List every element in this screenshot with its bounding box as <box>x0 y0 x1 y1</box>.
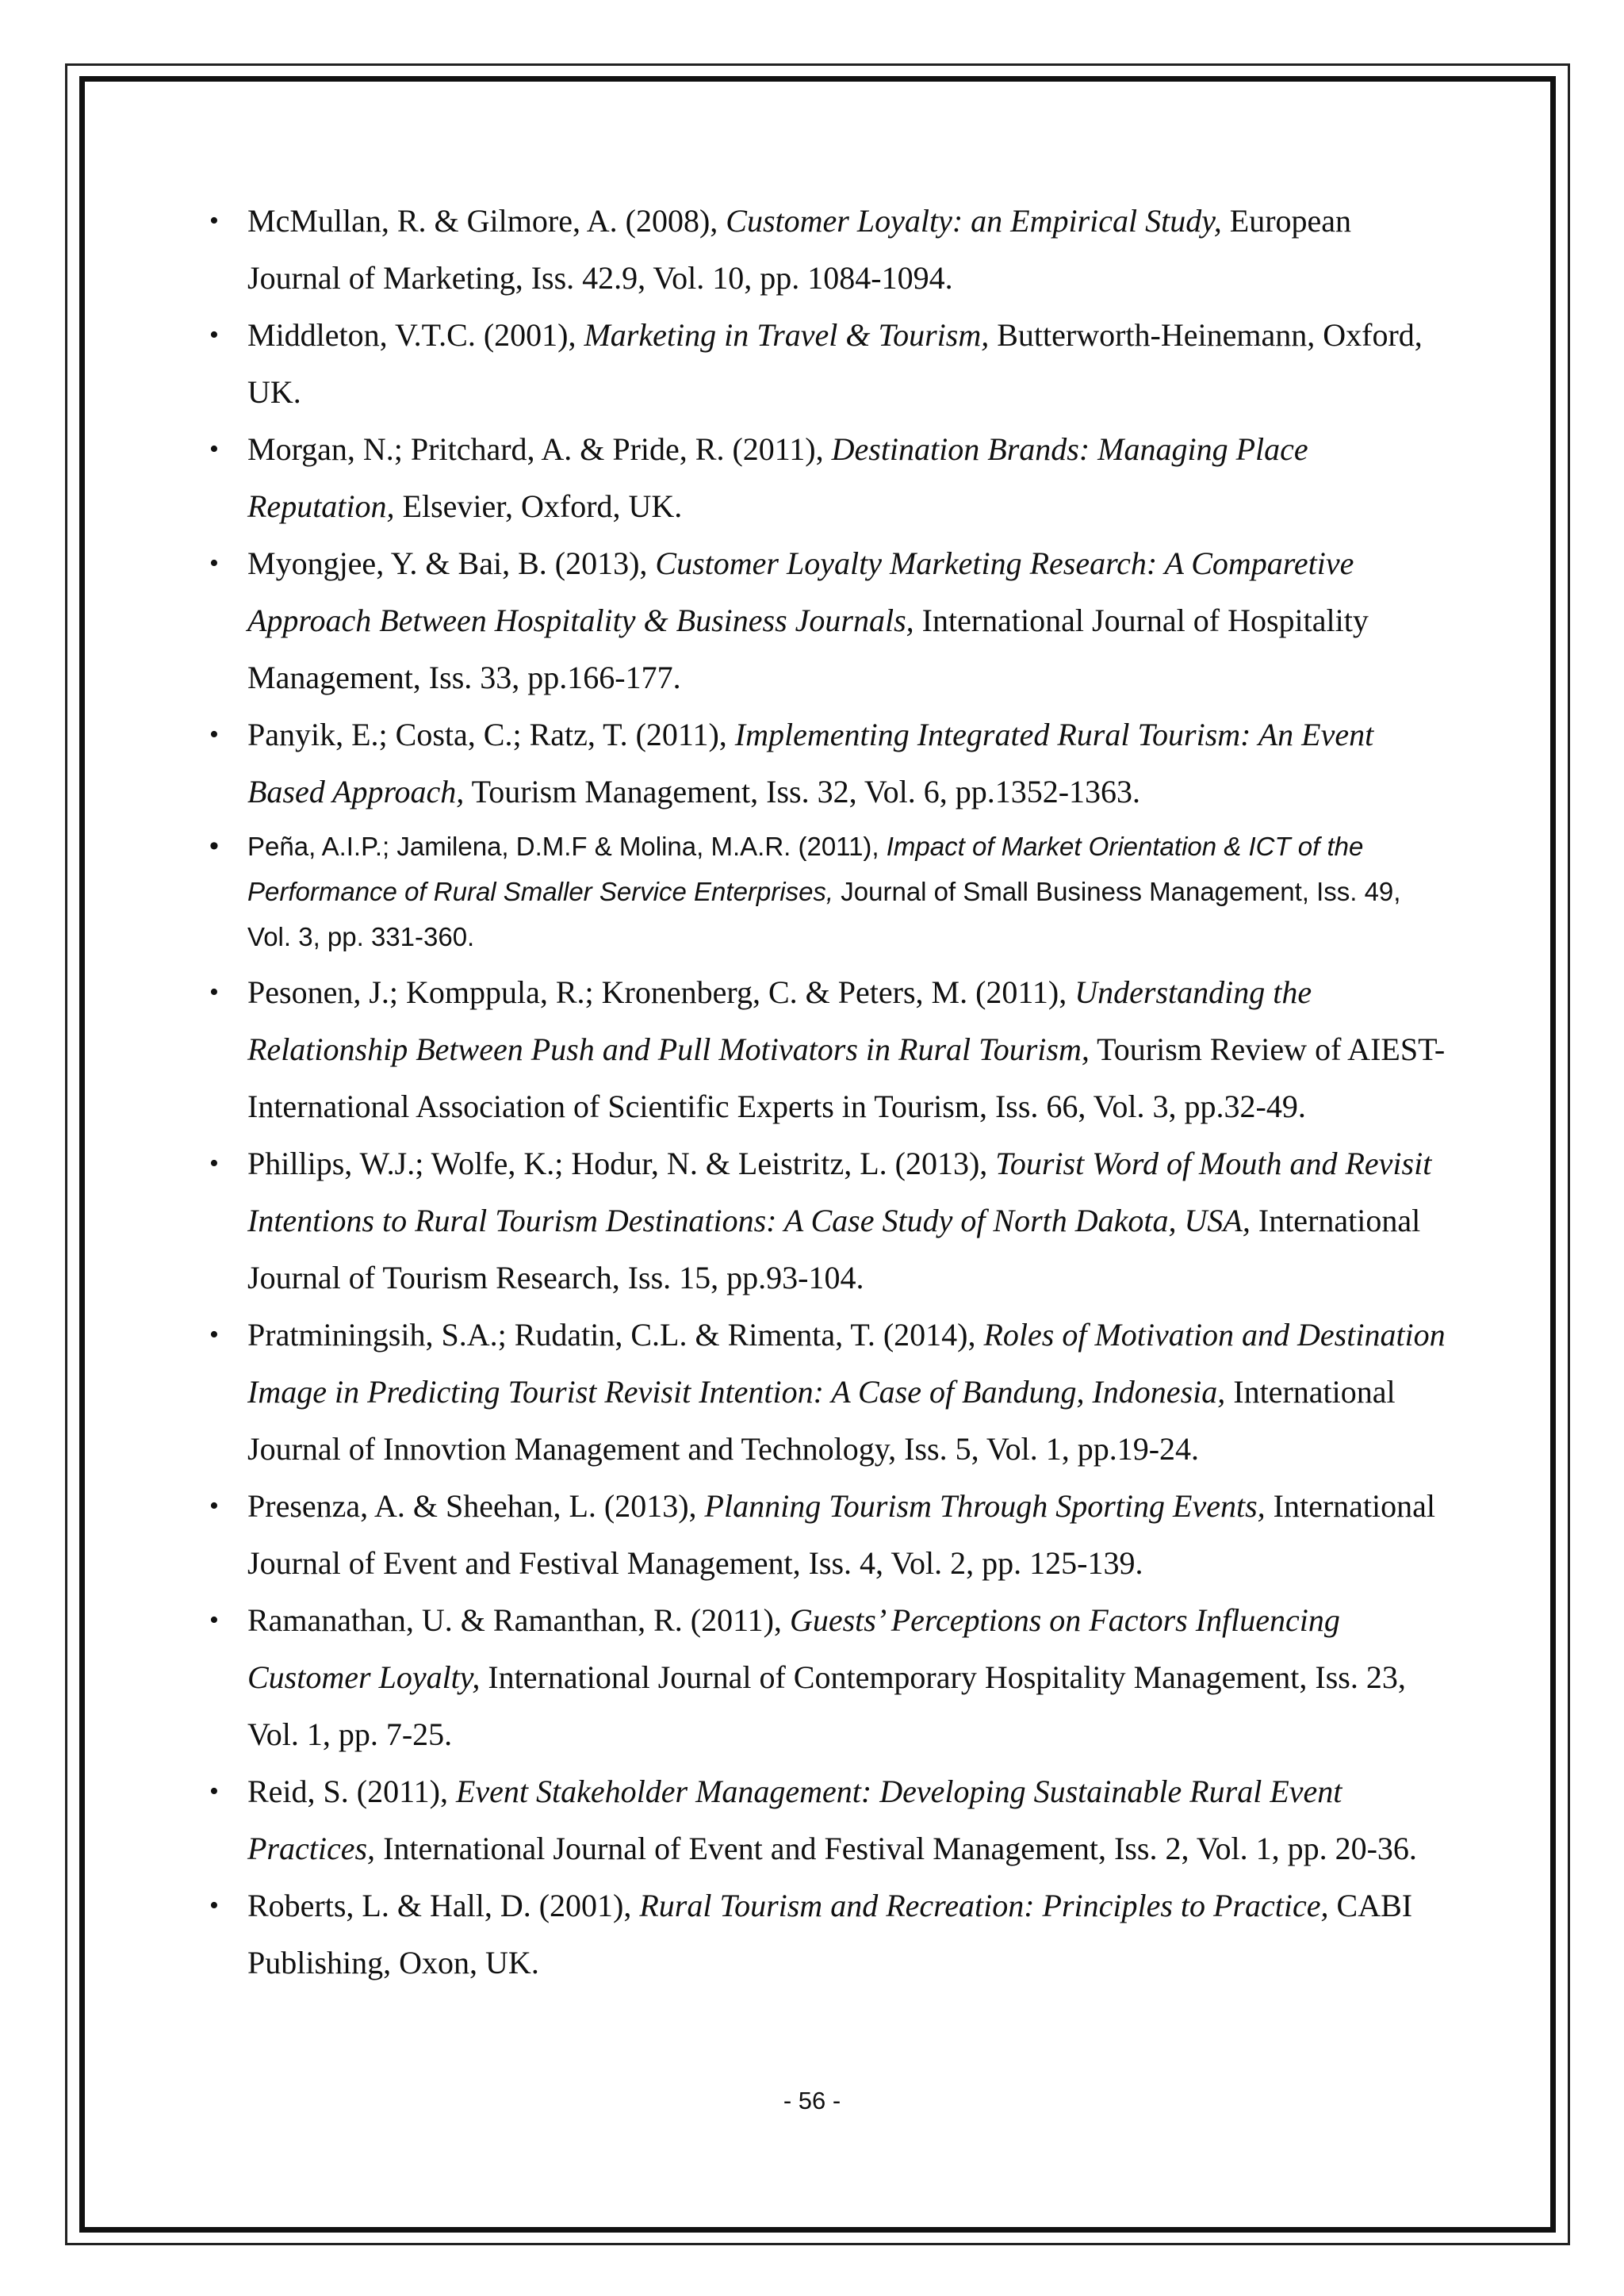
reference-authors: Morgan, N.; Pritchard, A. & Pride, R. (2011), <box>247 431 832 467</box>
reference-source: Butterworth-Heinemann, Oxford, UK. <box>247 317 1423 410</box>
reference-title: Implementing Integrated Rural Tourism: An Event Based Approach, <box>247 717 1374 809</box>
reference-title: Rural Tourism and Recreation: Principles to Practice, <box>639 1888 1329 1923</box>
reference-item <box>209 307 1451 421</box>
reference-source: Tourism Management, Iss. 32, Vol. 6, pp.1352-1363. <box>464 774 1141 809</box>
reference-source: Tourism Review of AIEST- International Association of Scientific Experts in Tourism, Iss. 66, Vol. 3, pp.32-49. <box>247 1031 1446 1124</box>
reference-title: Customer Loyalty: an Empirical Study, <box>726 203 1222 239</box>
reference-title: Roles of Motivation and Destination Image in Predicting Tourist Revisit Intention: A Case of Bandung, Indonesia, <box>247 1317 1446 1410</box>
reference-authors: Peña, A.I.P.; Jamilena, D.M.F & Molina, M.A.R. (2011), <box>247 832 887 861</box>
reference-item <box>209 1307 1451 1478</box>
reference-source: CABI Publishing, Oxon, UK. <box>247 1888 1413 1980</box>
reference-authors: McMullan, R. & Gilmore, A. (2008), <box>247 203 726 239</box>
bullet-icon: • <box>209 720 219 749</box>
reference-source: International Journal of Event and Festival Management, Iss. 2, Vol. 1, pp. 20-36. <box>375 1831 1417 1866</box>
reference-item <box>209 964 1451 1135</box>
bullet-icon: • <box>209 549 219 578</box>
reference-item <box>209 706 1451 821</box>
bullet-icon: • <box>209 206 219 235</box>
bullet-icon: • <box>209 831 219 861</box>
bullet-icon: • <box>209 1777 219 1806</box>
reference-source: International Journal of Event and Festival Management, Iss. 4, Vol. 2, pp. 125-139. <box>247 1488 1435 1581</box>
reference-source: International Journal of Contemporary Hospitality Management, Iss. 23, Vol. 1, pp. 7-25. <box>247 1659 1406 1752</box>
reference-authors: Reid, S. (2011), <box>247 1774 456 1809</box>
bullet-icon: • <box>209 1891 219 1920</box>
reference-source: International Journal of Hospitality Management, Iss. 33, pp.166-177. <box>247 603 1369 695</box>
bullet-icon: • <box>209 978 219 1007</box>
reference-item <box>209 421 1451 535</box>
bullet-icon: • <box>209 1491 219 1521</box>
reference-source: European Journal of Marketing, Iss. 42.9, Vol. 10, pp. 1084-1094. <box>247 203 1352 296</box>
reference-title: Impact of Market Orientation & ICT of the Performance of Rural Smaller Service Enterprises, <box>247 832 1364 906</box>
reference-authors: Roberts, L. & Hall, D. (2001), <box>247 1888 640 1923</box>
reference-authors: Presenza, A. & Sheehan, L. (2013), <box>247 1488 705 1524</box>
reference-authors: Myongjee, Y. & Bai, B. (2013), <box>247 545 656 581</box>
reference-source: Elsevier, Oxford, UK. <box>394 488 683 524</box>
reference-title: Guests’ Perceptions on Factors Influencing Customer Loyalty, <box>247 1602 1340 1695</box>
reference-title: Customer Loyalty Marketing Research: A Comparetive Approach Between Hospitality & Business Journals, <box>247 545 1354 638</box>
reference-item <box>209 535 1451 706</box>
reference-source: International Journal of Innovtion Management and Technology, Iss. 5, Vol. 1, pp.19-24. <box>247 1374 1396 1467</box>
reference-title: Marketing in Travel & Tourism, <box>584 317 990 353</box>
reference-authors: Pratminingsih, S.A.; Rudatin, C.L. & Rimenta, T. (2014), <box>247 1317 984 1353</box>
bullet-icon: • <box>209 320 219 350</box>
reference-item <box>209 1478 1451 1592</box>
reference-item <box>209 193 1451 307</box>
reference-item <box>209 1135 1451 1307</box>
page-number: - 56 - <box>783 2087 841 2114</box>
reference-authors: Phillips, W.J.; Wolfe, K.; Hodur, N. & Leistritz, L. (2013), <box>247 1146 996 1181</box>
reference-title: Destination Brands: Managing Place Reputation, <box>247 431 1308 524</box>
reference-list <box>209 193 1451 1992</box>
reference-authors: Pesonen, J.; Komppula, R.; Kronenberg, C. & Peters, M. (2011), <box>247 974 1075 1010</box>
bullet-icon: • <box>209 1149 219 1178</box>
reference-source: Journal of Small Business Management, Iss. 49, Vol. 3, pp. 331-360. <box>247 877 1401 951</box>
reference-item <box>209 1763 1451 1877</box>
reference-title: Understanding the Relationship Between Push and Pull Motivators in Rural Tourism, <box>247 974 1312 1067</box>
reference-authors: Ramanathan, U. & Ramanthan, R. (2011), <box>247 1602 790 1638</box>
reference-title: Planning Tourism Through Sporting Events, <box>704 1488 1266 1524</box>
reference-authors: Panyik, E.; Costa, C.; Ratz, T. (2011), <box>247 717 735 752</box>
bullet-icon: • <box>209 1605 219 1635</box>
reference-item <box>209 1592 1451 1763</box>
reference-item <box>209 1877 1451 1992</box>
bullet-icon: • <box>209 1320 219 1349</box>
bullet-icon: • <box>209 434 219 464</box>
reference-source: International Journal of Tourism Research, Iss. 15, pp.93-104. <box>247 1203 1421 1295</box>
reference-title: Tourist Word of Mouth and Revisit Intentions to Rural Tourism Destinations: A Case Study of North Dakota, USA, <box>247 1146 1432 1238</box>
reference-authors: Middleton, V.T.C. (2001), <box>247 317 584 353</box>
reference-title: Event Stakeholder Management: Developing Sustainable Rural Event Practices, <box>247 1774 1342 1866</box>
reference-item <box>209 824 1451 959</box>
